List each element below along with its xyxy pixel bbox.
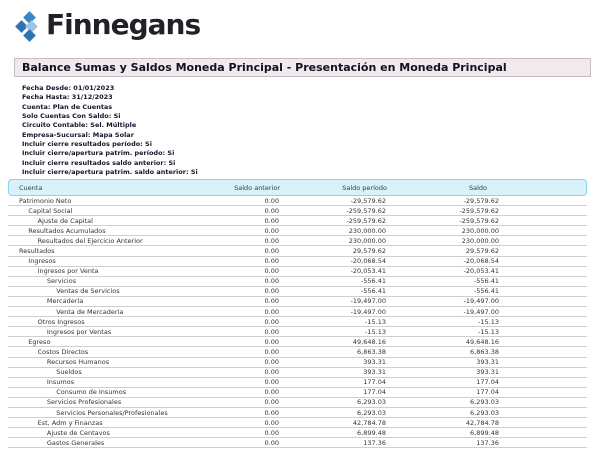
table-row <box>8 216 587 226</box>
saldo-cell: 6,293.03 <box>470 408 499 417</box>
saldo-periodo-cell: -259,579.62 <box>346 206 386 215</box>
report-parameter: Solo Cuentas Con Saldo: Si <box>22 112 121 121</box>
account-name-cell: Consumo de Insumos <box>56 388 127 397</box>
saldo-anterior-cell: 0.00 <box>264 347 279 356</box>
saldo-anterior-cell: 0.00 <box>264 428 279 437</box>
saldo-periodo-cell: -556.41 <box>360 277 386 286</box>
account-name-cell: Insumos <box>46 378 75 387</box>
saldo-cell: 230,000.00 <box>461 226 499 235</box>
table-row <box>8 418 587 428</box>
saldo-cell: 177.04 <box>476 378 499 387</box>
saldo-cell: -15.13 <box>478 317 499 326</box>
saldo-anterior-cell: 0.00 <box>264 418 279 427</box>
saldo-anterior-cell: 0.00 <box>264 337 279 346</box>
saldo-cell: 6,293.03 <box>470 398 499 407</box>
table-row <box>8 196 587 206</box>
saldo-cell: -259,579.62 <box>459 216 499 225</box>
saldo-anterior-cell: 0.00 <box>264 247 279 256</box>
saldo-periodo-cell: 42,784.78 <box>352 418 386 427</box>
account-name-cell: Ajuste de Centavos <box>46 428 110 437</box>
saldo-cell: 6,863.38 <box>470 347 499 356</box>
report-parameter: Fecha Hasta: 31/12/2023 <box>22 93 113 102</box>
saldo-periodo-cell: -29,579.62 <box>350 196 386 205</box>
account-name-cell: Ingresos por Ventas <box>46 327 112 336</box>
report-parameter: Circuito Contable: Sel. Múltiple <box>22 121 137 130</box>
saldo-periodo-cell: -20,068.54 <box>350 257 386 266</box>
report-parameter: Cuenta: Plan de Cuentas <box>22 102 113 111</box>
saldo-anterior-cell: 0.00 <box>264 358 279 367</box>
report-parameter: Fecha Desde: 01/01/2023 <box>22 84 115 92</box>
saldo-anterior-cell: 0.00 <box>264 277 279 286</box>
table-row <box>8 398 587 408</box>
logo-text: Finnegans <box>46 8 201 41</box>
report-parameter: Incluir cierre/apertura patrim. período: Si <box>22 149 175 158</box>
account-name-cell: Costos Directos <box>37 347 89 356</box>
saldo-cell: 137.36 <box>476 438 499 447</box>
table-row <box>8 347 587 357</box>
report-title: Balance Sumas y Saldos Moneda Principal - Presentación en Moneda Principal <box>14 58 591 77</box>
saldo-anterior-cell: 0.00 <box>264 226 279 235</box>
saldo-periodo-cell: -15.13 <box>365 317 386 326</box>
saldo-cell: -259,579.62 <box>459 206 499 215</box>
saldo-cell: 49,648.16 <box>465 337 499 346</box>
table-row <box>8 317 587 327</box>
saldo-periodo-cell: 230,000.00 <box>348 236 386 245</box>
table-row <box>8 438 587 448</box>
account-name-cell: Resultados Acumulados <box>28 226 106 235</box>
saldo-anterior-cell: 0.00 <box>264 388 279 397</box>
column-header-saldo-periodo: Saldo período <box>342 183 387 192</box>
saldo-cell: -556.41 <box>473 277 499 286</box>
table-row <box>8 297 587 307</box>
app-logo[interactable] <box>14 9 200 43</box>
saldo-cell: 6,899.48 <box>470 428 499 437</box>
account-name-cell: Est, Adm y Finanzas <box>37 418 103 427</box>
table-row <box>8 327 587 337</box>
saldo-cell: -20,053.41 <box>463 267 499 276</box>
saldo-periodo-cell: -19,497.00 <box>350 307 386 316</box>
saldo-periodo-cell: 6,863.38 <box>357 347 386 356</box>
saldo-anterior-cell: 0.00 <box>264 398 279 407</box>
saldo-cell: 29,579.62 <box>465 247 499 256</box>
account-name-cell: Capital Social <box>28 206 73 215</box>
saldo-cell: -19,497.00 <box>463 307 499 316</box>
saldo-periodo-cell: 177.04 <box>363 378 386 387</box>
table-row <box>8 378 587 388</box>
saldo-anterior-cell: 0.00 <box>264 438 279 447</box>
table-row <box>8 428 587 438</box>
table-row <box>8 236 587 246</box>
saldo-periodo-cell: -259,579.62 <box>346 216 386 225</box>
column-header-cuenta: Cuenta <box>19 183 43 192</box>
report-parameters <box>22 84 198 177</box>
report-parameter: Incluir cierre resultados saldo anterior: Si <box>22 158 176 167</box>
saldo-periodo-cell: -19,497.00 <box>350 297 386 306</box>
saldo-periodo-cell: 137.36 <box>363 438 386 447</box>
table-row <box>8 358 587 368</box>
saldo-anterior-cell: 0.00 <box>264 236 279 245</box>
saldo-periodo-cell: 230,000.00 <box>348 226 386 235</box>
saldo-cell: 230,000.00 <box>461 236 499 245</box>
saldo-anterior-cell: 0.00 <box>264 368 279 377</box>
column-header-saldo-anterior: Saldo anterior <box>234 183 280 192</box>
table-header-row <box>8 179 587 196</box>
report-parameter: Incluir cierre/apertura patrim. saldo anterior: Si <box>22 168 198 177</box>
saldo-anterior-cell: 0.00 <box>264 206 279 215</box>
saldo-anterior-cell: 0.00 <box>264 267 279 276</box>
table-row <box>8 368 587 378</box>
table-row <box>8 408 587 418</box>
table-row <box>8 337 587 347</box>
saldo-periodo-cell: -20,053.41 <box>350 267 386 276</box>
table-row <box>8 267 587 277</box>
saldo-anterior-cell: 0.00 <box>264 297 279 306</box>
account-name-cell: Resultados <box>19 247 55 256</box>
report-parameter: Empresa-Sucursal: Mapa Solar <box>22 130 134 139</box>
account-name-cell: Patrimonio Neto <box>19 196 72 205</box>
saldo-periodo-cell: 6,293.03 <box>357 408 386 417</box>
account-name-cell: Servicios Profesionales <box>46 398 122 407</box>
column-header-saldo: Saldo <box>468 183 487 192</box>
saldo-anterior-cell: 0.00 <box>264 307 279 316</box>
account-name-cell: Mercadería <box>46 297 84 306</box>
saldo-anterior-cell: 0.00 <box>264 408 279 417</box>
table-row <box>8 246 587 256</box>
report-parameter: Incluir cierre resultados período: Si <box>22 140 152 149</box>
saldo-anterior-cell: 0.00 <box>264 196 279 205</box>
saldo-cell: -29,579.62 <box>463 196 499 205</box>
saldo-anterior-cell: 0.00 <box>264 327 279 336</box>
saldo-periodo-cell: 177.04 <box>363 388 386 397</box>
account-name-cell: Servicios Personales/Profesionales <box>56 408 168 417</box>
account-name-cell: Ajuste de Capital <box>37 216 93 225</box>
saldo-cell: 177.04 <box>476 388 499 397</box>
saldo-periodo-cell: 6,899.48 <box>357 428 386 437</box>
table-row <box>8 287 587 297</box>
saldo-cell: 42,784.78 <box>465 418 499 427</box>
saldo-anterior-cell: 0.00 <box>264 216 279 225</box>
account-name-cell: Egreso <box>28 337 51 346</box>
saldo-cell: -15.13 <box>478 327 499 336</box>
saldo-cell: 393.31 <box>476 368 499 377</box>
account-name-cell: Sueldos <box>56 368 82 377</box>
saldo-anterior-cell: 0.00 <box>264 287 279 296</box>
saldo-periodo-cell: 393.31 <box>363 368 386 377</box>
account-name-cell: Ingresos <box>28 257 56 266</box>
table-row <box>8 257 587 267</box>
table-row <box>8 388 587 398</box>
saldo-periodo-cell: 29,579.62 <box>352 247 386 256</box>
saldo-cell: -20,068.54 <box>463 257 499 266</box>
account-name-cell: Resultados del Ejercicio Anterior <box>37 236 143 245</box>
table-body <box>8 196 587 448</box>
account-name-cell: Servicios <box>46 277 77 286</box>
account-name-cell: Ventas de Servicios <box>56 287 120 296</box>
account-name-cell: Gastos Generales <box>46 438 105 447</box>
report-table <box>8 179 587 448</box>
table-row <box>8 277 587 287</box>
saldo-cell: -556.41 <box>473 287 499 296</box>
account-name-cell: Otros Ingresos <box>37 317 85 326</box>
saldo-periodo-cell: 6,293.03 <box>357 398 386 407</box>
table-row <box>8 206 587 216</box>
saldo-periodo-cell: -556.41 <box>360 287 386 296</box>
saldo-periodo-cell: 393.31 <box>363 358 386 367</box>
account-name-cell: Venta de Mercadería <box>56 307 124 316</box>
account-name-cell: Recursos Humanos <box>46 358 110 367</box>
saldo-periodo-cell: -15.13 <box>365 327 386 336</box>
saldo-anterior-cell: 0.00 <box>264 257 279 266</box>
account-name-cell: Ingresos por Venta <box>37 267 99 276</box>
saldo-anterior-cell: 0.00 <box>264 317 279 326</box>
saldo-cell: 393.31 <box>476 358 499 367</box>
table-row <box>8 307 587 317</box>
saldo-periodo-cell: 49,648.16 <box>352 337 386 346</box>
finnegans-diamond-icon <box>14 12 41 43</box>
saldo-anterior-cell: 0.00 <box>264 378 279 387</box>
table-row <box>8 226 587 236</box>
saldo-cell: -19,497.00 <box>463 297 499 306</box>
